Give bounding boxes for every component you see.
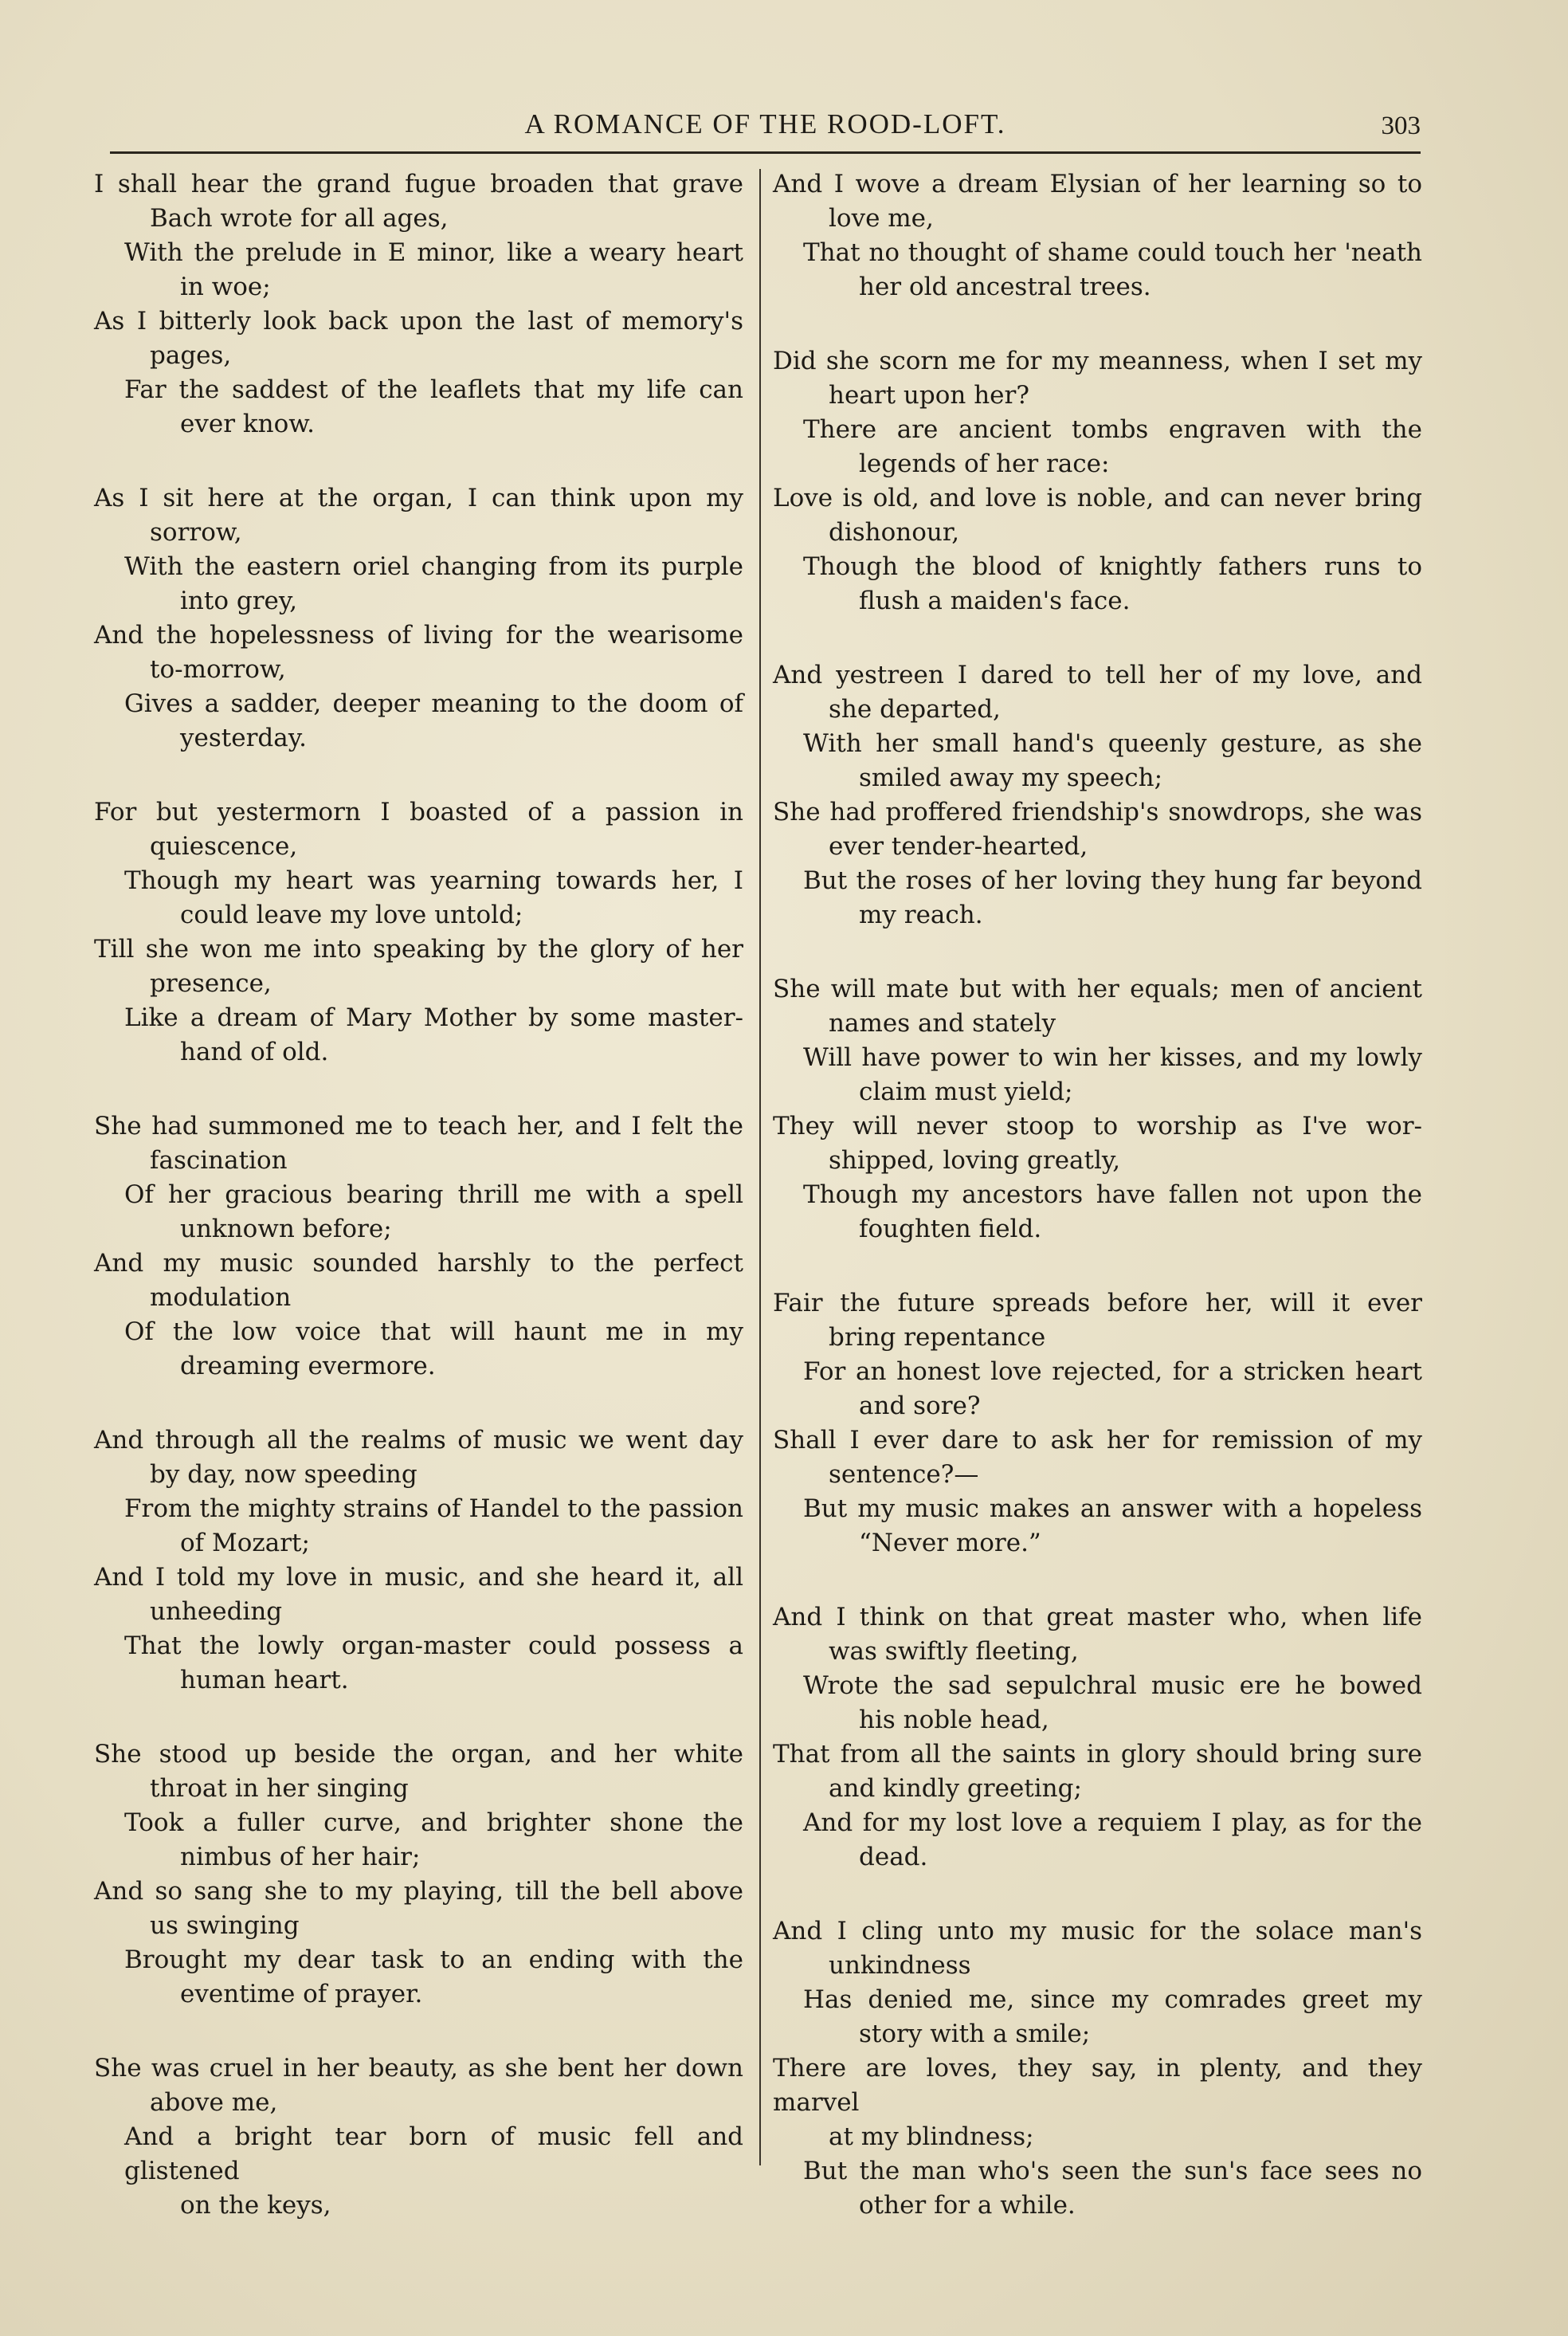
stanza [94, 1737, 743, 2012]
verse-line: And I wove a dream Elysian of her learning so to love me, [773, 170, 1422, 233]
stanza [94, 167, 743, 442]
verse-line: Though the blood of knightly fathers runs to flush a maiden's face. [803, 552, 1422, 615]
header-rule [110, 151, 1421, 154]
stanza [94, 795, 743, 1070]
stanza [773, 1600, 1422, 1875]
verse-line: I shall hear the grand fugue broaden that grave Bach wrote for all ages, [94, 170, 743, 233]
stanza [773, 344, 1422, 618]
verse-line: She had summoned me to teach her, and I felt the fascination [94, 1112, 743, 1175]
verse-line: But my music makes an answer with a hopeless “Never more.” [803, 1494, 1422, 1557]
verse-line: That the lowly organ-master could possess a human heart. [124, 1631, 743, 1694]
stanza [773, 1914, 1422, 2223]
verse-line: As I bitterly look back upon the last of memory's pages, [94, 307, 743, 370]
verse-line: Fair the future spreads before her, will it ever bring repentance [773, 1289, 1422, 1352]
verse-line: And for my lost love a requiem I play, as for the dead. [803, 1808, 1422, 1871]
stanza [94, 481, 743, 756]
verse-line: Love is old, and love is noble, and can never bring dishonour, [773, 484, 1422, 547]
verse-line: As I sit here at the organ, I can think upon my sorrow, [94, 484, 743, 547]
stanza [94, 1109, 743, 1384]
verse-line: Will have power to win her kisses, and my lowly claim must yield; [803, 1043, 1422, 1106]
verse-line: Till she won me into speaking by the glory of her presence, [94, 935, 743, 998]
verse-line: She will mate but with her equals; men of ancient names and stately [773, 975, 1422, 1038]
verse-line: And my music sounded harshly to the perfect modulation [94, 1249, 743, 1312]
verse-line: Far the saddest of the leaflets that my life can ever know. [124, 375, 743, 438]
verse-line: Though my ancestors have fallen not upon the foughten field. [803, 1180, 1422, 1243]
verse-line: And I told my love in music, and she heard it, all unheeding [94, 1563, 743, 1626]
verse-line: With the prelude in E minor, like a weary heart in woe; [124, 238, 743, 301]
verse-line: Like a dream of Mary Mother by some master- hand of old. [124, 1003, 743, 1066]
verse-line: For but yestermorn I boasted of a passion in quiescence, [94, 798, 743, 861]
stanza [773, 1286, 1422, 1561]
verse-line: From the mighty strains of Handel to the passion of Mozart; [124, 1494, 743, 1557]
verse-line: Shall I ever dare to ask her for remission of my sentence?— [773, 1426, 1422, 1489]
verse-line: Wrote the sad sepulchral music ere he bowed his noble head, [803, 1671, 1422, 1734]
right-column [773, 167, 1422, 2263]
verse-line: With the eastern oriel changing from its purple into grey, [124, 552, 743, 615]
stanza [94, 2051, 743, 2223]
verse-line: Gives a sadder, deeper meaning to the doom of yesterday. [124, 689, 743, 752]
verse-line: With her small hand's queenly gesture, as she smiled away my speech; [803, 729, 1422, 792]
stanza [773, 167, 1422, 304]
verse-line: Has denied me, since my comrades greet my story with a smile; [803, 1985, 1422, 2048]
verse-line: And I cling unto my music for the solace man's unkindness [773, 1917, 1422, 1980]
verse-line: But the man who's seen the sun's face sees no other for a while. [803, 2157, 1422, 2220]
page-number: 303 [1381, 112, 1421, 140]
verse-line: And so sang she to my playing, till the bell above us swinging [94, 1877, 743, 1940]
verse-line: There are ancient tombs engraven with the legends of her race: [803, 415, 1422, 478]
stanza [773, 658, 1422, 932]
verse-line: She had proffered friendship's snowdrops, she was ever tender-hearted, [773, 798, 1422, 861]
column-divider [759, 169, 761, 2165]
stanza [773, 972, 1422, 1247]
page-header [110, 108, 1421, 150]
left-column [94, 167, 743, 2263]
verse-line: And yestreen I dared to tell her of my love, and she departed, [773, 661, 1422, 724]
verse-line: That from all the saints in glory should bring sure and kindly greeting; [773, 1740, 1422, 1803]
verse-line: But the roses of her loving they hung far beyond my reach. [803, 866, 1422, 929]
running-title: A ROMANCE OF THE ROOD-LOFT. [524, 108, 1006, 139]
verse-line: They will never stoop to worship as I've wor- shipped, loving greatly, [773, 1112, 1422, 1175]
verse-line: For an honest love rejected, for a stricken heart and sore? [803, 1357, 1422, 1420]
verse-line: Brought my dear task to an ending with the eventime of prayer. [124, 1945, 743, 2008]
verse-line: Though my heart was yearning towards her, I could leave my love untold; [124, 866, 743, 929]
stanza [94, 1423, 743, 1698]
verse-line: That no thought of shame could touch her 'neath her old ancestral trees. [803, 238, 1422, 301]
verse-line: Of her gracious bearing thrill me with a spell unknown before; [124, 1180, 743, 1243]
verse-line: Did she scorn me for my meanness, when I set my heart upon her? [773, 347, 1422, 410]
verse-line: She was cruel in her beauty, as she bent her down above me, [94, 2054, 743, 2117]
verse-line: She stood up beside the organ, and her white throat in her singing [94, 1740, 743, 1803]
verse-line: And a bright tear born of music fell and glistened on the keys, [124, 2122, 743, 2220]
verse-line: And I think on that great master who, when life was swiftly fleeting, [773, 1603, 1422, 1666]
verse-line: Took a fuller curve, and brighter shone the nimbus of her hair; [124, 1808, 743, 1871]
verse-line: There are loves, they say, in plenty, and they marvel at my blindness; [773, 2054, 1422, 2151]
verse-line: Of the low voice that will haunt me in my dreaming evermore. [124, 1317, 743, 1380]
verse-line: And the hopelessness of living for the wearisome to-morrow, [94, 621, 743, 684]
verse-line: And through all the realms of music we went day by day, now speeding [94, 1426, 743, 1489]
